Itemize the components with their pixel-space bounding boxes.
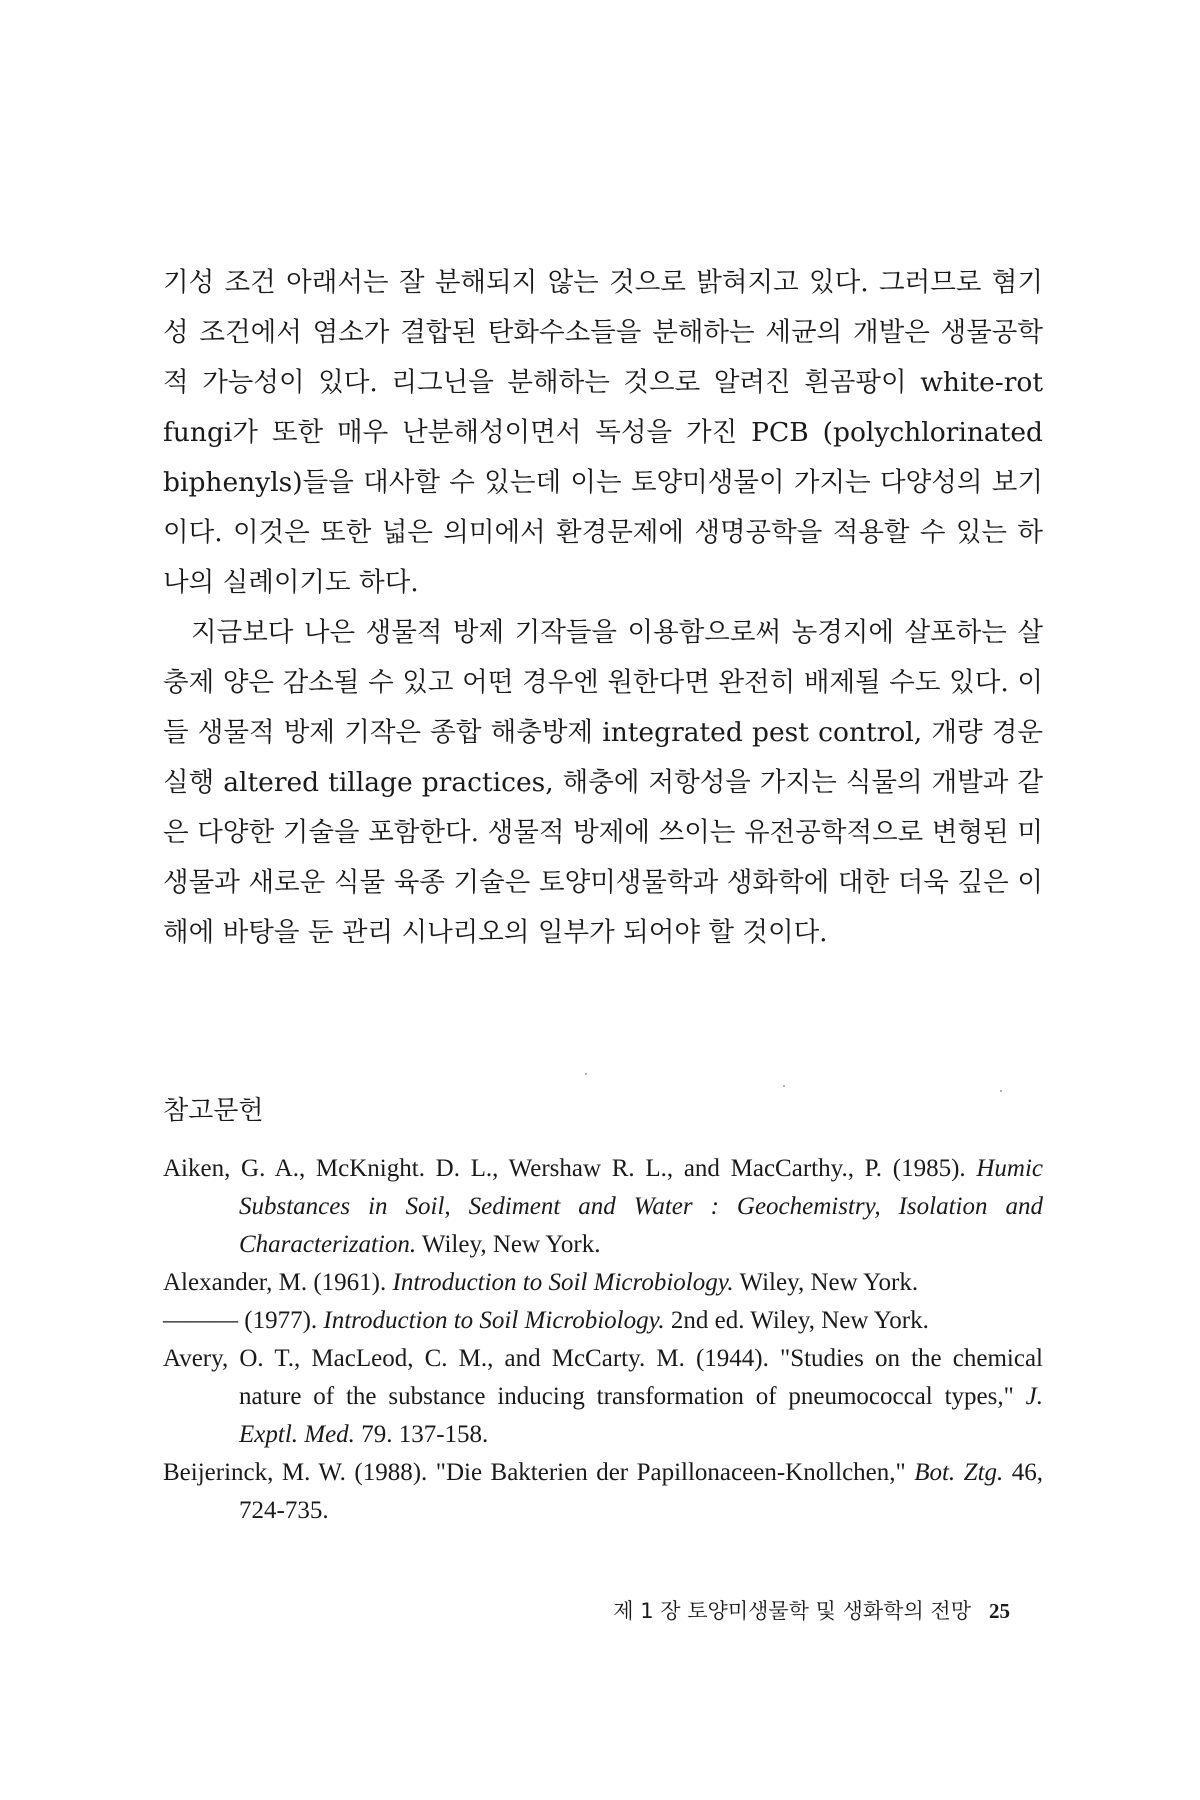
reference-item: ——— (1977). Introduction to Soil Microbiology. 2nd ed. Wiley, New York.: [163, 1307, 929, 1334]
references-list: [163, 1150, 1043, 1530]
scan-speck: [585, 1073, 587, 1075]
reference-item: Alexander, M. (1961). Introduction to Soil Microbiology. Wiley, New York.: [163, 1269, 919, 1296]
reference-item: Avery, O. T., MacLeod, C. M., and McCarty. M. (1944). "Studies on the chemical nature of the substance inducing transformation of pneumococcal types," J. Exptl. Med. 79. 137-158.: [163, 1345, 1043, 1448]
scan-speck: [1000, 1090, 1002, 1092]
page-number: 25: [989, 1599, 1010, 1623]
reference-item: Aiken, G. A., McKnight. D. L., Wershaw R. L., and MacCarthy., P. (1985). Humic Substances in Soil, Sediment and Water : Geochemistry, Isolation and Characterization. Wiley, New York.: [163, 1155, 1043, 1258]
references-heading: 참고문헌: [163, 1096, 264, 1126]
paragraph-1: 기성 조건 아래서는 잘 분해되지 않는 것으로 밝혀지고 있다. 그러므로 혐기성 조건에서 염소가 결합된 탄화수소들을 분해하는 세균의 개발은 생물공학적 가능성이 있다. 리그닌을 분해하는 것으로 알려진 흰곰팡이 white-rot fungi가 또한 매우 난분해성이면서 독성을 가진 PCB (polychlorinated biphenyls)들을 대사할 수 있는데 이는 토양미생물이 가지는 다양성의 보기이다. 이것은 또한 넓은 의미에서 환경문제에 생명공학을 적용할 수 있는 하나의 실례이기도 하다.: [163, 267, 1043, 598]
reference-item: Beijerinck, M. W. (1988). "Die Bakterien der Papillonaceen-Knollchen," Bot. Ztg. 46, 724-735.: [163, 1459, 1043, 1524]
running-chapter-title: 제 1 장 토양미생물학 및 생화학의 전망: [613, 1599, 971, 1623]
page-footer: [530, 1595, 1010, 1625]
body-text: [163, 258, 1043, 958]
scan-speck: [783, 1085, 785, 1087]
paragraph-2: 지금보다 나은 생물적 방제 기작들을 이용함으로써 농경지에 살포하는 살충제 양은 감소될 수 있고 어떤 경우엔 원한다면 완전히 배제될 수도 있다. 이들 생물적 방제 기작은 종합 해충방제 integrated pest control, 개량 경운실행 altered tillage practices, 해충에 저항성을 가지는 식물의 개발과 같은 다양한 기술을 포함한다. 생물적 방제에 쓰이는 유전공학적으로 변형된 미생물과 새로운 식물 육종 기술은 토양미생물학과 생화학에 대한 더욱 깊은 이해에 바탕을 둔 관리 시나리오의 일부가 되어야 할 것이다.: [163, 617, 1043, 948]
